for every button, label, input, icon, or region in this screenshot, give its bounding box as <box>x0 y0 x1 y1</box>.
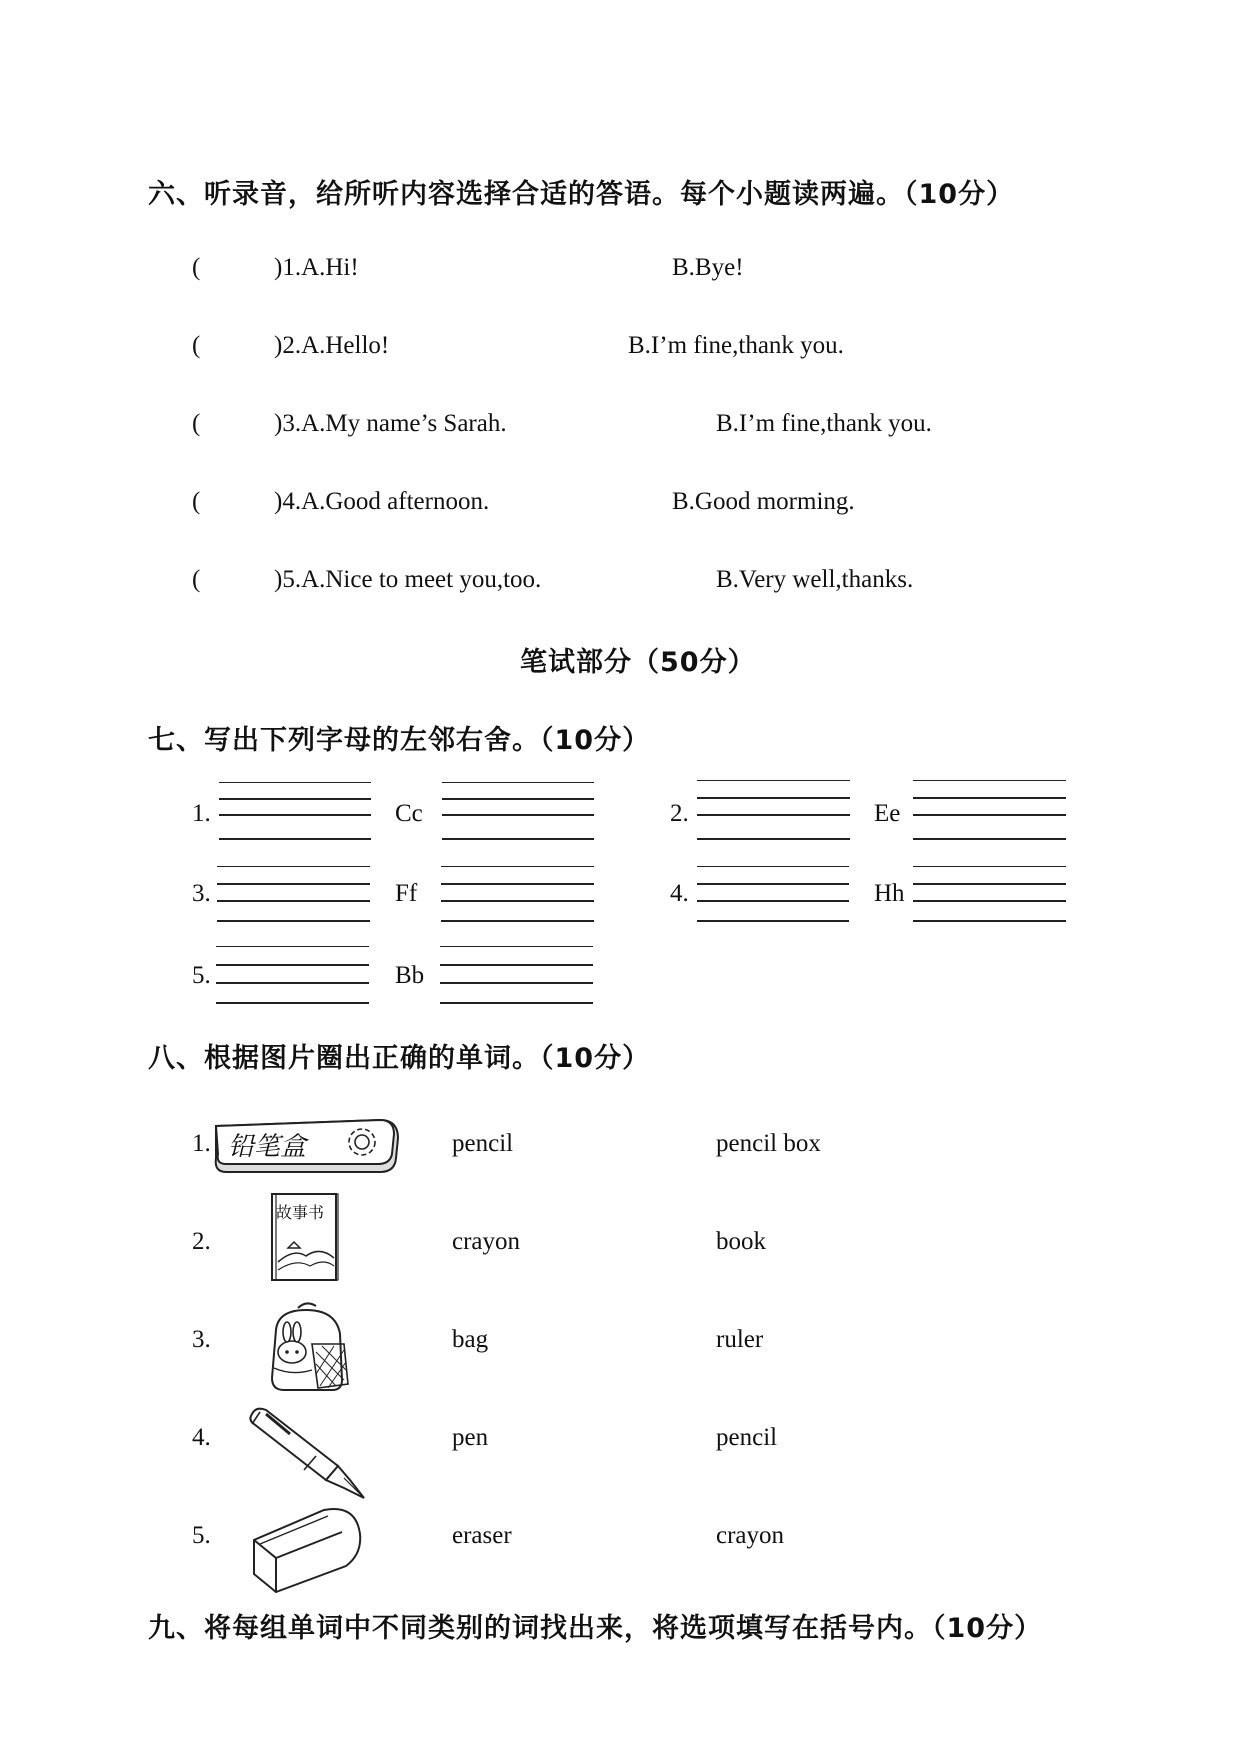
answer-paren[interactable]: ( <box>192 410 201 437</box>
option-a[interactable]: pencil <box>452 1130 514 1157</box>
item-number: 3. <box>192 1326 211 1353</box>
option-b: B.Very well,thanks. <box>716 566 914 593</box>
item-number: 4. <box>192 1424 211 1451</box>
letter-prompt: Ee <box>874 800 901 827</box>
item-number: 1. <box>192 1130 211 1157</box>
item-number: 3. <box>192 880 211 907</box>
option-a: )1.A.Hi! <box>274 254 359 281</box>
option-b[interactable]: ruler <box>716 1326 764 1353</box>
item-number: 5. <box>192 1522 211 1549</box>
pencil-box-label: 铅笔盒 <box>228 1132 307 1162</box>
option-b: B.Good morming. <box>672 488 855 515</box>
item-number: 2. <box>670 800 689 827</box>
option-a: )3.A.My name’s Sarah. <box>274 410 507 437</box>
option-b: B.Bye! <box>672 254 744 281</box>
item-number: 5. <box>192 962 211 989</box>
answer-paren[interactable]: ( <box>192 488 201 515</box>
option-a[interactable]: eraser <box>452 1522 512 1549</box>
option-b: B.I’m fine,thank you. <box>628 332 844 359</box>
letter-prompt: Bb <box>395 962 425 989</box>
section-8-title: 八、根据图片圈出正确的单词。（10分） <box>148 1043 651 1074</box>
letter-prompt: Ff <box>395 880 418 907</box>
item-number: 1. <box>192 800 211 827</box>
option-b[interactable]: pencil <box>716 1424 778 1451</box>
option-a: )2.A.Hello! <box>274 332 390 359</box>
item-number: 4. <box>670 880 689 907</box>
option-b[interactable]: crayon <box>716 1522 785 1549</box>
eraser-icon <box>250 1504 366 1594</box>
option-b: B.I’m fine,thank you. <box>716 410 932 437</box>
option-a[interactable]: bag <box>452 1326 489 1353</box>
option-a: )4.A.Good afternoon. <box>274 488 490 515</box>
item-number: 2. <box>192 1228 211 1255</box>
fountain-pen-icon <box>246 1404 370 1500</box>
answer-paren[interactable]: ( <box>192 566 201 593</box>
section-9-title: 九、将每组单词中不同类别的词找出来，将选项填写在括号内。（10分） <box>148 1613 1043 1644</box>
written-part-title: 笔试部分（50分） <box>520 647 756 678</box>
option-a: )5.A.Nice to meet you,too. <box>274 566 542 593</box>
option-b[interactable]: pencil box <box>716 1130 821 1157</box>
letter-prompt: Cc <box>395 800 423 827</box>
section-7-title: 七、写出下列字母的左邻右舍。（10分） <box>148 725 651 756</box>
option-a[interactable]: crayon <box>452 1228 521 1255</box>
answer-paren[interactable]: ( <box>192 332 201 359</box>
letter-prompt: Hh <box>874 880 905 907</box>
answer-paren[interactable]: ( <box>192 254 201 281</box>
section-6-title: 六、听录音，给所听内容选择合适的答语。每个小题读两遍。（10分） <box>148 179 1015 210</box>
story-book-label: 故事书 <box>276 1203 325 1222</box>
option-a[interactable]: pen <box>452 1424 489 1451</box>
option-b[interactable]: book <box>716 1228 766 1255</box>
backpack-icon <box>262 1300 354 1394</box>
